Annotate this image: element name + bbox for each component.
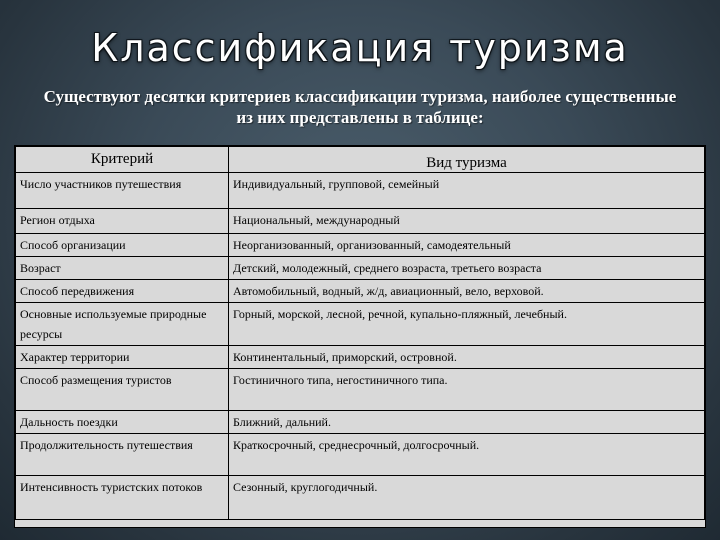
table-row: [16, 411, 705, 434]
table-row: [16, 303, 705, 346]
tourism-type-cell: Автомобильный, водный, ж/д, авиационный, вело, верховой.: [229, 280, 705, 303]
criterion-cell: Способ размещения туристов: [16, 369, 229, 411]
table-row: [16, 209, 705, 234]
header-criterion: Критерий: [16, 147, 229, 173]
tourism-type-cell: Горный, морской, лесной, речной, купально-пляжный, лечебный.: [229, 303, 705, 346]
criterion-cell: Возраст: [16, 257, 229, 280]
tourism-type-cell: Континентальный, приморский, островной.: [229, 346, 705, 369]
table-row: [16, 257, 705, 280]
criterion-cell: Интенсивность туристских потоков: [16, 476, 229, 520]
table-row: [16, 346, 705, 369]
tourism-type-cell: Гостиничного типа, негостиничного типа.: [229, 369, 705, 411]
criterion-cell: Основные используемые природные ресурсы: [16, 303, 229, 346]
tourism-type-cell: Ближний, дальний.: [229, 411, 705, 434]
tourism-type-cell: Краткосрочный, среднесрочный, долгосрочный.: [229, 434, 705, 476]
table-row: [16, 234, 705, 257]
tourism-type-cell: Детский, молодежный, среднего возраста, третьего возраста: [229, 257, 705, 280]
table-row: [16, 369, 705, 411]
criterion-cell: Характер территории: [16, 346, 229, 369]
table-header-row: [16, 147, 705, 173]
criterion-cell: Число участников путешествия: [16, 173, 229, 209]
table-row: [16, 173, 705, 209]
criterion-cell: Дальность поездки: [16, 411, 229, 434]
criterion-cell: Продолжительность путешествия: [16, 434, 229, 476]
tourism-type-cell: Национальный, международный: [229, 209, 705, 234]
table-row: [16, 476, 705, 520]
criterion-cell: Способ организации: [16, 234, 229, 257]
slide-title: Классификация туризма: [91, 26, 629, 70]
tourism-type-cell: Сезонный, круглогодичный.: [229, 476, 705, 520]
tourism-type-cell: Неорганизованный, организованный, самодеятельный: [229, 234, 705, 257]
classification-table: [14, 145, 706, 528]
slide-subtitle: Существуют десятки критериев классификации туризма, наиболее существенные из них представлены в таблице:: [43, 87, 677, 127]
tourism-type-cell: Индивидуальный, групповой, семейный: [229, 173, 705, 209]
criterion-cell: Способ передвижения: [16, 280, 229, 303]
header-tourism-type: Вид туризма: [229, 147, 705, 173]
table-row: [16, 280, 705, 303]
table-row: [16, 434, 705, 476]
criterion-cell: Регион отдыха: [16, 209, 229, 234]
